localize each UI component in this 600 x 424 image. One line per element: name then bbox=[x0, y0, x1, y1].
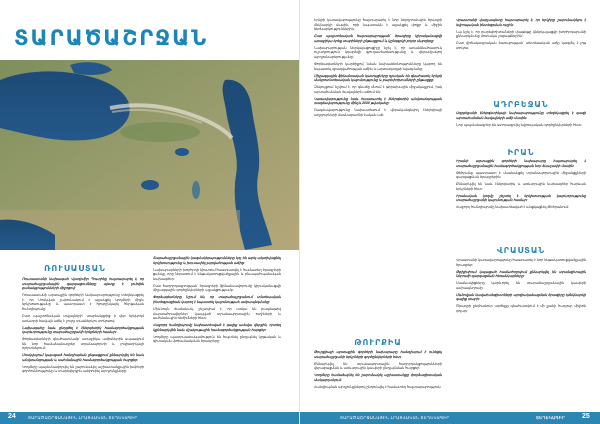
paragraph: Հաջորդ հանդիպումը նախատեսված է անցկացնել Թեհրանում: bbox=[456, 205, 570, 210]
paragraph: Հաջորդ հանդիպումը նախատեսված է գալիք ամսվա վերջին, որտեղ կքննարկվեն նաև մշակութային համագործակցության հարցեր: bbox=[153, 323, 281, 332]
paragraph: Զեկույցում նշվում է, որ գնաճը մնում է թիրախային միջակայքում, իսկ արտահանման ծավալներն աճում են: bbox=[314, 85, 442, 94]
paragraph: Փորձագետների գնահատմամբ՝ առաջիկա ամիսներին սպասվում են նոր համաձայնագրեր տրանսպորտի և լոգիստիկայի ոլորտներում: bbox=[22, 337, 144, 351]
paragraph: Կառավարությունը նաև հաստատել է էներգետիկ անվտանգության ռազմավարությունը մինչև 2030 թվականը: bbox=[314, 96, 442, 106]
section-title-iran: ԻՐԱՆ bbox=[507, 148, 535, 157]
paragraph: Քննարկվել են նաև էներգետիկ և առևտրային նախագծեր հարևան երկրների հետ: bbox=[456, 182, 586, 191]
left-column-1 bbox=[22, 277, 144, 407]
paragraph: Վրաստանի վարչապետը հայտարարել է, որ երկիրը շարունակելու է եվրոպական ինտեգրման ուղին: bbox=[456, 18, 586, 27]
paragraph: Ըստ վիճակագրական ծառայության՝ տնտեսական աճը կազմել է յոթ տոկոս: bbox=[456, 41, 586, 50]
paragraph: Փորձագետների կարծիքով՝ նման նախաձեռնությունները կարող են նպաստել զբաղվածության աճին և արտագաղթի նվազմանը: bbox=[314, 61, 442, 71]
right-page bbox=[300, 0, 600, 424]
right-column-2-azerbaijan bbox=[456, 111, 586, 145]
paragraph: Իրանական կողմը շեշտել է երկխոսության կարևորությունը տարածաշրջանի կայունության համար: bbox=[456, 193, 586, 203]
paragraph: Սևծովյան նավահանգիստների արդիականացման ծրագիրը կմեկնարկի գալիք տարի: bbox=[456, 292, 586, 302]
paragraph: Վրաստանի կառավարությունը հաստատել է նոր ենթակառուցվածքային ծրագրեր: bbox=[456, 258, 586, 267]
paragraph: Կողմերը համաձայնել են շարունակել աշխատանքը փորձագիտական մակարդակում: bbox=[314, 373, 442, 382]
section-title-georgia: ՎՐԱՍՏԱՆ bbox=[496, 246, 546, 255]
right-column-2-top bbox=[456, 18, 586, 72]
section-title-russia: ՌՈՒՍԱՍՏԱՆ bbox=[44, 264, 106, 273]
paragraph: Ծրագրի ընդհանուր արժեքը գնահատվում է մի քանի հարյուր միլիոն դոլար: bbox=[456, 304, 586, 313]
right-column-1 bbox=[314, 18, 442, 338]
right-column-2-iran bbox=[456, 159, 586, 245]
left-column-2 bbox=[153, 256, 281, 408]
paragraph: Նոր պայմանագրեր են ստորագրվել եվրոպական գործընկերների հետ: bbox=[456, 122, 582, 127]
satellite-map-image bbox=[0, 60, 300, 250]
paragraph: Ռուսաստանի արտաքին գործերի նախարարությունը տեղեկացրել է, որ Մոսկվան շարունակում է աջակցել կողմերի միջև երկխոսությանը և պատրաստ է հյուրընկալել հերթական հանդիպումը: bbox=[22, 293, 144, 311]
paragraph: Մասնակիցները կարևորել են տարածաշրջանային կապերի ամրապնդումը: bbox=[456, 281, 586, 290]
paragraph: Հանդիպման արդյունքներով ընդունվել է համատեղ հայտարարություն: bbox=[314, 384, 442, 389]
paragraph: Մոսկվայում կայացած հանդիպման ընթացքում քննարկվել են նաև անվտանգության և սահմանային համագործակցության հարցեր: bbox=[22, 353, 144, 362]
paragraph: Երկրի կառավարությունը հայտարարել է նոր ներդրումային ծրագրի մեկնարկի մասին, որի նպատակն է աջակցել փոքր և միջին ձեռնարկություններին: bbox=[314, 18, 442, 32]
paragraph: Ըստ պաշտոնական հայտարարության՝ ծրագիրը կիրականացվի առաջիկա երեք տարիների ընթացքում և կընդգրկի բոլոր մարզերը: bbox=[314, 34, 442, 43]
paragraph: Ըստ հաղորդագրության՝ ծրագրերի ֆինանսավորումը կիրականացվի միջազգային գործընկերների աջակցությամբ: bbox=[153, 283, 281, 293]
paragraph: Թուրքիայի արտաքին գործերի նախարարը հանդիպում է ունեցել տարածաշրջանի երկրների գործընկերների հետ: bbox=[314, 350, 442, 359]
paragraph: Ռազմավարությունը նախատեսում է վերականգնվող էներգիայի աղբյուրների մասնաբաժնի էական աճ: bbox=[314, 108, 442, 117]
paragraph: Նախարարների խորհրդի նիստում հաստատվել է համատեղ ծրագրերի ցանկը, որը ներառում է ենթակառուցվածքային և բնապահպանական նախագծեր: bbox=[153, 267, 281, 281]
paragraph: Թեհրանը պատրաստ է մասնակցել տրանսպորտային միջանցքների զարգացման ծրագրերին: bbox=[456, 170, 586, 180]
footer-text: ՏԱՐԱԾԱՇՐՋԱՆԱՅԻՆ ԼՐԱՏՎԱԿԱՆ ՏԵՂԵԿԱԳԻՐ bbox=[340, 415, 450, 420]
paragraph: Կողմերը պայմանավորվել են շարունակել աշխատանքային խմբերի գործունեությունը և տարեվերջին ամփոփել արդյունքները: bbox=[22, 364, 144, 374]
right-column-2-georgia bbox=[456, 258, 586, 408]
section-title-azerbaijan: ԱԴՐԲԵՋԱՆ bbox=[493, 100, 549, 109]
paragraph: Ադրբեջանի էներգետիկայի նախարարությունը տեղեկացրել է գազի արտահանման ծավալների աճի մասին: bbox=[456, 111, 586, 120]
footer-text: ՏԱՐԱԾԱՇՐՋԱՆԱՅԻՆ ԼՐԱՏՎԱԿԱՆ ՏԵՂԵԿԱԳԻՐ bbox=[28, 415, 138, 420]
paragraph: Քննարկվել են տրանսպորտային հաղորդակցությունների վերաբացման և առևտրային կապերի ընդլայնման հարցեր: bbox=[314, 361, 442, 371]
paragraph: Տարածաշրջանային կազմակերպությունները կոչ են արել ակտիվացնել երկխոսությունը և խուսափել լարվածության աճից: bbox=[153, 256, 281, 265]
page-number: 25 bbox=[582, 413, 590, 420]
paragraph: Կողմերը պատրաստակամություն են հայտնել ընդլայնել կրթական և գիտական փոխանակման ծրագրերը: bbox=[153, 334, 281, 344]
page-number: 24 bbox=[8, 413, 16, 420]
paragraph: Փորձագետները նշում են, որ տարածաշրջանում տնտեսական ինտեգրացիան կարող է նպաստել կայունության ամրապնդմանը: bbox=[153, 295, 281, 304]
paragraph: Միջազգային ֆինանսական կառույցները դրական են գնահատել երկրի մակրոտնտեսական կայունությունը և բարեփոխումների ընթացքը: bbox=[314, 73, 442, 83]
paragraph: Թբիլիսիում կայացած համաժողովում քննարկվել են տրանզիտային ներուժի զարգացման հեռանկարները: bbox=[456, 269, 586, 279]
footer-brand: ՏԵՂԵԿԱԳԻՐ bbox=[536, 415, 565, 420]
paragraph: Միևնույն ժամանակ, շեշտվում է, որ առկա են բազմաթիվ մարտահրավերներ՝ կապված տրանսպորտային ուղիների և սահմանային ռեժիմների հետ: bbox=[153, 306, 281, 321]
right-column-1-turkey bbox=[314, 350, 442, 408]
paragraph: Ռուսաստանի նախագահ Վլադիմիր Պուտինը հայտարարել է, որ տարածաշրջանային զարգացումները պետք է լուծվեն բանակցությունների միջոցով: bbox=[22, 277, 144, 291]
section-title-turkey: ԹՈՒՐՔԻԱ bbox=[354, 338, 402, 347]
paragraph: Նախագահը նաև ընդգծել է էներգետիկ համագործակցության կարևորությունը տարածաշրջանի երկրների համար: bbox=[22, 325, 144, 335]
paragraph: Նախարարության ներկայացուցիչը նշել է, որ առանձնահատուկ ուշադրություն կդարձվի գյուղատնտեսությանը և վերամշակող արդյունաբերությանը: bbox=[314, 45, 442, 59]
page-title: ՏԱՐԱԾԱՇՐՋԱՆ bbox=[14, 26, 209, 50]
paragraph: Նա նշել է, որ բարեփոխումների փաթեթը կներկայացվի խորհրդարանի քննարկմանը մոտակա շաբաթներին: bbox=[456, 29, 586, 39]
paragraph: Ըստ պաշտոնական տվյալների՝ տարեսկզբից ի վեր երկկողմ առևտրի ծավալն աճել է շուրջ տասներկու տոկոսով: bbox=[22, 313, 144, 323]
paragraph: Իրանի արտաքին գործերի նախարարը հայտարարել է տարածաշրջանային համագործակցության նոր ձևաչափի մասին: bbox=[456, 159, 586, 168]
